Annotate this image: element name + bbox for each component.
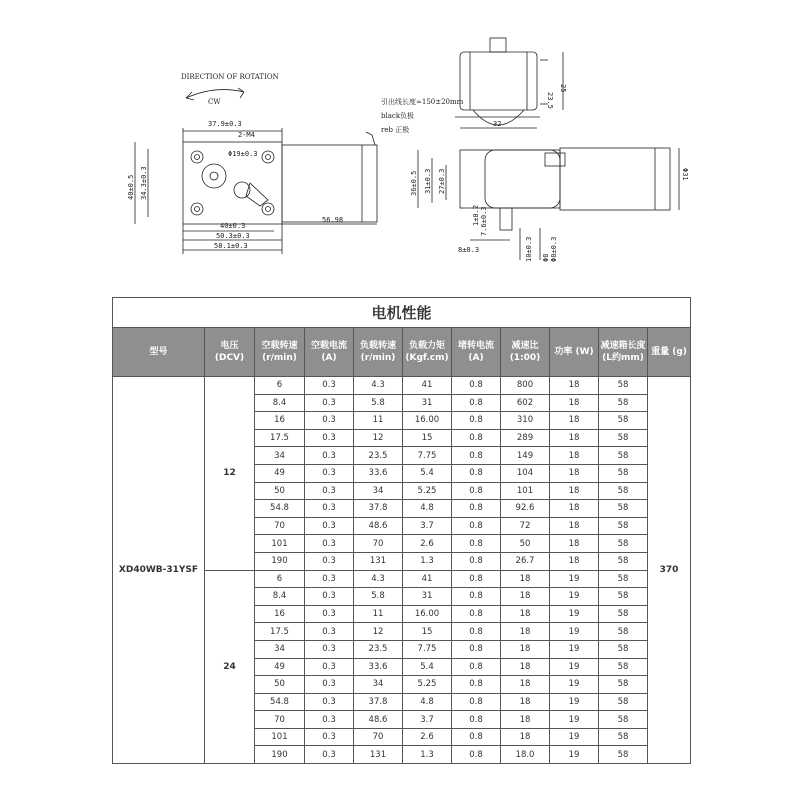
dim-34-3: 34.3±0.3	[140, 166, 148, 200]
table-cell: 19	[550, 693, 599, 711]
table-cell: 41	[403, 570, 452, 588]
table-cell: 0.8	[452, 552, 501, 570]
table-cell: 310	[501, 412, 550, 430]
table-cell: 0.8	[452, 482, 501, 500]
wire-black-note: black负极	[381, 112, 415, 120]
rotation-direction-label: DIRECTION OF ROTATION	[181, 73, 279, 81]
column-header: 重量 (g)	[648, 328, 691, 377]
table-cell: 33.6	[354, 658, 403, 676]
column-header: 减速比 (1:00)	[501, 328, 550, 377]
table-cell: 11	[354, 605, 403, 623]
table-cell: 0.8	[452, 588, 501, 606]
dim-phi31: Φ31	[681, 168, 689, 181]
table-cell: 49	[255, 658, 305, 676]
column-header: 功率 (W)	[550, 328, 599, 377]
table-cell: 131	[354, 552, 403, 570]
table-cell: 58	[599, 711, 648, 729]
table-cell: 18	[550, 464, 599, 482]
table-cell: 19	[550, 711, 599, 729]
table-cell: 149	[501, 447, 550, 465]
table-cell: 0.3	[305, 746, 354, 764]
dim-36: 36±0.5	[410, 170, 418, 196]
table-cell: 34	[354, 482, 403, 500]
table-cell: 12	[354, 623, 403, 641]
table-cell: 0.8	[452, 693, 501, 711]
table-cell: 33.6	[354, 464, 403, 482]
table-cell: 54.8	[255, 693, 305, 711]
column-header: 减速箱长度 (L约mm)	[599, 328, 648, 377]
table-cell: 16	[255, 605, 305, 623]
column-header: 负载力矩 (Kgf.cm)	[403, 328, 452, 377]
table-cell: 34	[255, 640, 305, 658]
dim-phi8: Φ8	[542, 253, 550, 262]
table-cell: 0.3	[305, 535, 354, 553]
table-cell: 58	[599, 728, 648, 746]
table-cell: 15	[403, 623, 452, 641]
table-cell: 58	[599, 623, 648, 641]
table-cell: 0.3	[305, 464, 354, 482]
dim-8: 8±0.3	[458, 246, 480, 254]
table-cell: 19	[550, 676, 599, 694]
table-cell: 58	[599, 588, 648, 606]
table-cell: 0.8	[452, 711, 501, 729]
table-cell: 18	[501, 588, 550, 606]
dim-31: 31±0.3	[424, 168, 432, 194]
table-cell: 101	[255, 535, 305, 553]
table-cell: 0.3	[305, 482, 354, 500]
dim-40-width: 40±0.3	[220, 222, 246, 230]
table-cell: 0.3	[305, 711, 354, 729]
table-cell: 0.3	[305, 447, 354, 465]
table-cell: 0.3	[305, 394, 354, 412]
table-cell: 37.8	[354, 500, 403, 518]
dim-25: 25	[559, 84, 567, 93]
table-cell: 58	[599, 605, 648, 623]
table-cell: 602	[501, 394, 550, 412]
table-cell: 0.8	[452, 394, 501, 412]
table-cell: 0.3	[305, 429, 354, 447]
table-cell: 0.8	[452, 728, 501, 746]
table-cell: 18	[501, 676, 550, 694]
column-header: 负载转速 (r/min)	[354, 328, 403, 377]
table-cell: 50	[255, 676, 305, 694]
table-cell: 1.3	[403, 552, 452, 570]
table-cell: 58	[599, 693, 648, 711]
table-cell: 5.8	[354, 588, 403, 606]
table-cell: 41	[403, 377, 452, 395]
table-cell: 7.75	[403, 447, 452, 465]
dim-23-5: 23.5	[546, 92, 554, 109]
column-header: 空载转速 (r/min)	[255, 328, 305, 377]
table-cell: 18	[550, 517, 599, 535]
wire-length-note: 引出线长度≈150±20mm	[381, 98, 464, 106]
table-cell: 18	[550, 412, 599, 430]
table-cell: 18	[501, 693, 550, 711]
table-cell: 58	[599, 412, 648, 430]
table-cell: 58	[599, 447, 648, 465]
table-cell: 0.3	[305, 412, 354, 430]
table-cell: 18	[501, 640, 550, 658]
dim-10: 10±0.3	[525, 236, 533, 262]
dim-phi19: Φ19±0.3	[228, 150, 258, 158]
table-cell: 0.8	[452, 517, 501, 535]
table-cell: 0.3	[305, 500, 354, 518]
table-body	[113, 377, 691, 764]
table-cell: 58	[599, 394, 648, 412]
table-cell: 18	[501, 570, 550, 588]
dim-56-98: 56.98	[322, 216, 344, 224]
table-cell: 0.3	[305, 517, 354, 535]
table-cell: 58	[599, 377, 648, 395]
table-cell: 0.8	[452, 605, 501, 623]
table-cell: 0.8	[452, 447, 501, 465]
table-cell: 34	[354, 676, 403, 694]
table-cell: 18	[550, 500, 599, 518]
table-cell: 58	[599, 535, 648, 553]
table-cell: 54.8	[255, 500, 305, 518]
column-header: 型号	[113, 328, 205, 377]
table-cell: 131	[354, 746, 403, 764]
table-cell: 101	[501, 482, 550, 500]
dim-27: 27±0.3	[438, 168, 446, 194]
table-cell: 190	[255, 552, 305, 570]
table-cell: 17.5	[255, 623, 305, 641]
table-header-row	[113, 328, 691, 377]
motor-performance-table	[112, 297, 690, 764]
table-cell: 58	[599, 552, 648, 570]
table-cell: 101	[255, 728, 305, 746]
table-cell: 1.3	[403, 746, 452, 764]
table-cell: 4.8	[403, 500, 452, 518]
table-cell: 0.3	[305, 605, 354, 623]
table-cell: 5.4	[403, 658, 452, 676]
table-cell: 0.3	[305, 640, 354, 658]
table-cell: 0.3	[305, 570, 354, 588]
table-cell: 16	[255, 412, 305, 430]
table-cell: 50	[255, 482, 305, 500]
table-cell: 31	[403, 394, 452, 412]
table-cell: 72	[501, 517, 550, 535]
dim-1-2: 1±0.2	[472, 204, 480, 226]
table-cell: 58	[599, 500, 648, 518]
column-header: 堵转电流 (A)	[452, 328, 501, 377]
table-cell: 26.7	[501, 552, 550, 570]
table-cell: 18	[501, 623, 550, 641]
table-cell: 18	[501, 711, 550, 729]
dim-37-9: 37.9±0.3	[208, 120, 242, 128]
table-cell: 289	[501, 429, 550, 447]
table-cell: 18	[550, 482, 599, 500]
table-cell: 0.3	[305, 658, 354, 676]
table-cell: 0.8	[452, 412, 501, 430]
dim-50-3: 50.3±0.3	[216, 232, 250, 240]
table-cell: 0.8	[452, 640, 501, 658]
table-cell: 4.3	[354, 570, 403, 588]
table-cell: 18.0	[501, 746, 550, 764]
table-cell: 18	[550, 552, 599, 570]
table-cell: 19	[550, 746, 599, 764]
table-cell: 15	[403, 429, 452, 447]
table-cell: 18	[550, 447, 599, 465]
table-cell: 5.25	[403, 676, 452, 694]
dim-7-6: 7.6±0.3	[480, 206, 488, 236]
table-cell: 2.6	[403, 535, 452, 553]
table-cell: 0.8	[452, 464, 501, 482]
table-cell: 7.75	[403, 640, 452, 658]
table-cell: 0.3	[305, 588, 354, 606]
table-cell: 8.4	[255, 588, 305, 606]
dim-40-height: 40±0.5	[127, 174, 135, 200]
table-cell: 48.6	[354, 711, 403, 729]
table-cell: 12	[354, 429, 403, 447]
table-cell: 19	[550, 605, 599, 623]
table-cell: 0.3	[305, 552, 354, 570]
table-cell: 4.8	[403, 693, 452, 711]
table-cell: 0.3	[305, 377, 354, 395]
table-cell: 0.8	[452, 535, 501, 553]
table-cell: 48.6	[354, 517, 403, 535]
table-cell: 3.7	[403, 711, 452, 729]
table-cell: 18	[550, 429, 599, 447]
table-cell: 16.00	[403, 605, 452, 623]
table-cell: 31	[403, 588, 452, 606]
table-cell: 34	[255, 447, 305, 465]
table-cell: 0.8	[452, 623, 501, 641]
table-cell: 19	[550, 658, 599, 676]
table-cell: 18	[550, 535, 599, 553]
table-cell: 58	[599, 482, 648, 500]
table-cell: 5.4	[403, 464, 452, 482]
table-cell: 3.7	[403, 517, 452, 535]
table-cell: 18	[550, 394, 599, 412]
table-row	[113, 377, 691, 395]
column-header: 电压 (DCV)	[205, 328, 255, 377]
table-cell: 18	[501, 658, 550, 676]
table-cell: 5.8	[354, 394, 403, 412]
technical-drawing	[0, 0, 800, 290]
table-cell: 58	[599, 464, 648, 482]
table-cell: 70	[354, 728, 403, 746]
table-cell: 58	[599, 658, 648, 676]
table-cell: 49	[255, 464, 305, 482]
table-cell: 19	[550, 728, 599, 746]
table-cell: 58	[599, 429, 648, 447]
table-cell: 50	[501, 535, 550, 553]
voltage-cell: 12	[205, 377, 255, 571]
table-cell: 6	[255, 377, 305, 395]
column-header: 空载电流 (A)	[305, 328, 354, 377]
table-cell: 0.3	[305, 623, 354, 641]
table-cell: 800	[501, 377, 550, 395]
table-cell: 58	[599, 640, 648, 658]
dim-58-1: 58.1±0.3	[214, 242, 248, 250]
table-cell: 0.8	[452, 676, 501, 694]
table-cell: 104	[501, 464, 550, 482]
table-cell: 0.3	[305, 693, 354, 711]
model-cell: XD40WB-31YSF	[113, 377, 205, 764]
table-cell: 19	[550, 570, 599, 588]
table-cell: 8.4	[255, 394, 305, 412]
table-cell: 190	[255, 746, 305, 764]
table-cell: 0.8	[452, 746, 501, 764]
table-cell: 0.8	[452, 377, 501, 395]
wire-red-note: reb 正极	[381, 126, 410, 134]
table-cell: 19	[550, 640, 599, 658]
dim-phi8b: Φ8±0.3	[550, 236, 558, 262]
table-cell: 58	[599, 517, 648, 535]
table-cell: 18	[501, 605, 550, 623]
table-cell: 70	[354, 535, 403, 553]
table-cell: 0.8	[452, 429, 501, 447]
table-cell: 0.3	[305, 676, 354, 694]
table-title: 电机性能	[112, 297, 691, 327]
table-cell: 70	[255, 517, 305, 535]
table-cell: 58	[599, 746, 648, 764]
table-cell: 19	[550, 623, 599, 641]
table-cell: 6	[255, 570, 305, 588]
table-cell: 70	[255, 711, 305, 729]
table-cell: 0.8	[452, 500, 501, 518]
table-cell: 0.3	[305, 728, 354, 746]
table-cell: 17.5	[255, 429, 305, 447]
table-cell: 18	[550, 377, 599, 395]
table-cell: 11	[354, 412, 403, 430]
table-cell: 0.8	[452, 658, 501, 676]
table-cell: 4.3	[354, 377, 403, 395]
table-cell: 2.6	[403, 728, 452, 746]
dim-32: 32	[493, 120, 502, 128]
table-cell: 58	[599, 676, 648, 694]
table-cell: 0.8	[452, 570, 501, 588]
voltage-cell: 24	[205, 570, 255, 764]
table-cell: 58	[599, 570, 648, 588]
dim-2m4: 2-M4	[238, 131, 255, 139]
table-cell: 16.00	[403, 412, 452, 430]
table-cell: 19	[550, 588, 599, 606]
table-cell: 23.5	[354, 640, 403, 658]
table-cell: 18	[501, 728, 550, 746]
weight-cell: 370	[648, 377, 691, 764]
table-cell: 5.25	[403, 482, 452, 500]
cw-label: CW	[208, 98, 221, 106]
table-cell: 37.8	[354, 693, 403, 711]
table-cell: 23.5	[354, 447, 403, 465]
table-cell: 92.6	[501, 500, 550, 518]
